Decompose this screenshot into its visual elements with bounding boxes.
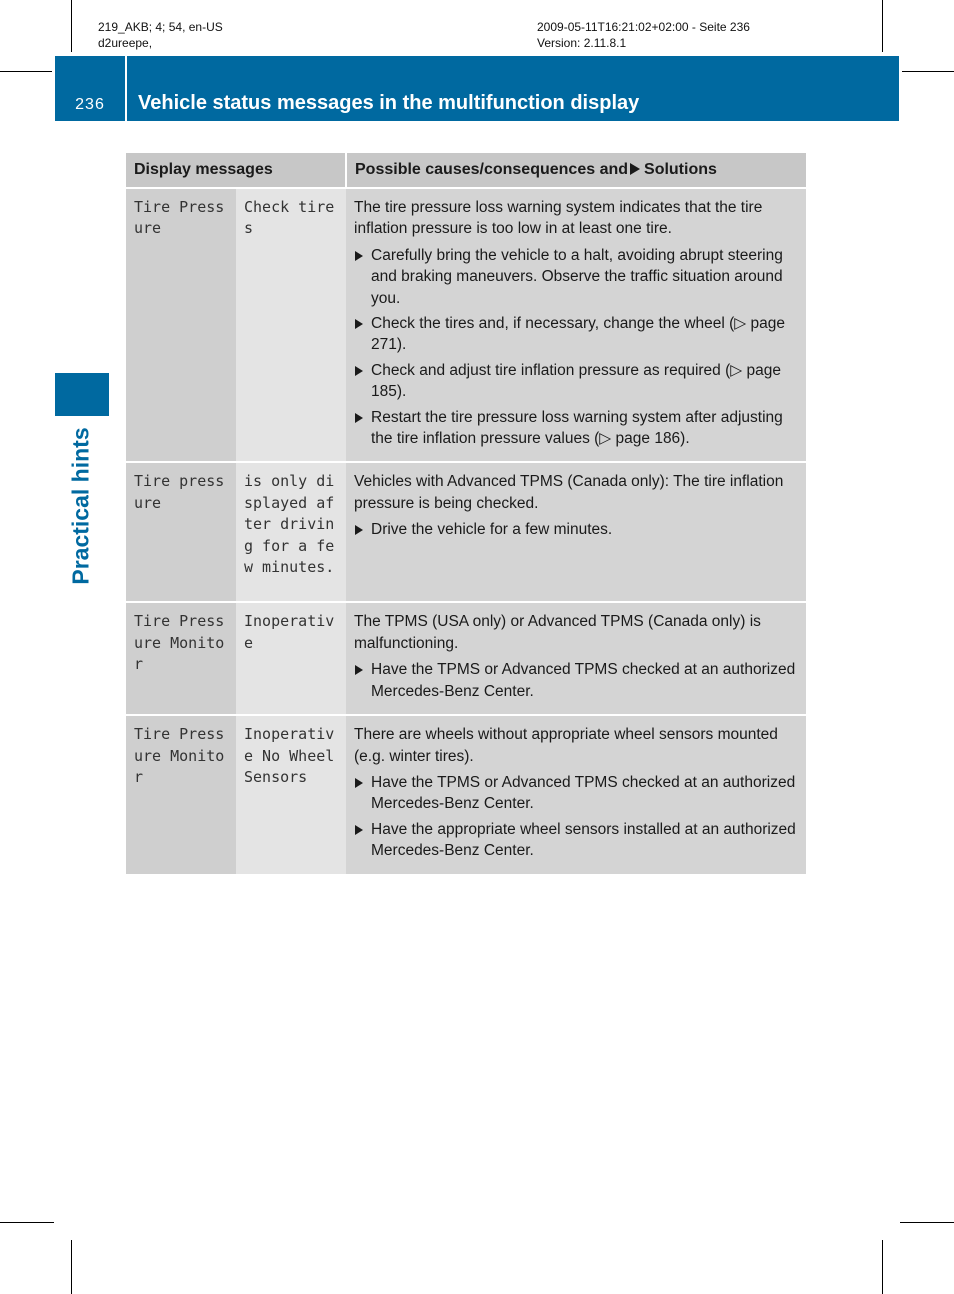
section-tab-label: Practical hints	[67, 427, 94, 585]
solution-item	[354, 772, 799, 815]
solution-arrow-icon	[355, 319, 363, 329]
crop-mark	[0, 71, 52, 72]
solution-item	[354, 519, 799, 540]
solution-item	[354, 819, 799, 862]
table-row	[126, 462, 806, 602]
causes-cell	[346, 462, 806, 602]
display-message-line2: Inoperative	[236, 602, 346, 715]
cause-description: Vehicles with Advanced TPMS (Canada only): The tire inflation pressure is being checked.	[354, 473, 784, 512]
solution-arrow-icon	[355, 778, 363, 788]
solution-text: Restart the tire pressure loss warning system after adjusting the tire inflation pressure values (▷ page 186).	[371, 408, 783, 448]
solution-text: Have the TPMS or Advanced TPMS checked at an authorized Mercedes-Benz Center.	[371, 773, 796, 813]
meta-right-line1: 2009-05-11T16:21:02+02:00 - Seite 236	[537, 20, 750, 34]
page-number: 236	[75, 96, 105, 113]
table-row	[126, 602, 806, 715]
causes-cell	[346, 715, 806, 873]
causes-cell	[346, 188, 806, 462]
solution-item	[354, 360, 799, 403]
cause-description: The TPMS (USA only) or Advanced TPMS (Canada only) is malfunctioning.	[354, 613, 761, 652]
header-causes-text: Possible causes/consequences and	[355, 161, 629, 178]
crop-mark	[882, 1240, 883, 1294]
crop-mark	[900, 1222, 954, 1223]
display-message-line2: Inoperative No Wheel Sensors	[236, 715, 346, 873]
cause-description: The tire pressure loss warning system indicates that the tire inflation pressure is too low in at least one tire.	[354, 199, 763, 238]
page-title: Vehicle status messages in the multifunction display	[138, 92, 640, 114]
solution-arrow-icon	[355, 366, 363, 376]
column-header-display-messages: Display messages	[126, 153, 346, 188]
solution-text: Drive the vehicle for a few minutes.	[371, 521, 613, 539]
status-messages-table	[126, 153, 806, 874]
print-meta-right	[537, 19, 750, 51]
solution-item	[354, 659, 799, 702]
display-message-line1: Tire Pressure Monitor	[126, 602, 236, 715]
solution-text: Check and adjust tire inflation pressure as required (▷ page 185).	[371, 361, 781, 401]
solution-arrow-icon	[355, 525, 363, 535]
crop-mark	[0, 1222, 54, 1223]
solution-text: Have the appropriate wheel sensors installed at an authorized Mercedes-Benz Center.	[371, 820, 796, 860]
solution-arrow-icon	[355, 665, 363, 675]
display-message-line1: Tire pressure	[126, 462, 236, 602]
solution-arrow-icon	[355, 413, 363, 423]
solution-arrow-icon	[630, 163, 640, 175]
solution-arrow-icon	[355, 251, 363, 261]
table-row	[126, 188, 806, 462]
crop-mark	[71, 0, 72, 52]
table-row	[126, 715, 806, 873]
meta-left-line2: d2ureepe,	[98, 36, 153, 50]
solution-item	[354, 245, 799, 309]
section-tab-block	[55, 373, 109, 416]
display-message-line1: Tire Pressure Monitor	[126, 715, 236, 873]
meta-left-line1: 219_AKB; 4; 54, en-US	[98, 20, 223, 34]
crop-mark	[71, 1240, 72, 1294]
solution-arrow-icon	[355, 825, 363, 835]
column-header-causes	[346, 153, 806, 188]
display-message-line1: Tire Pressure	[126, 188, 236, 462]
display-message-line2: is only displayed after driving for a few minutes.	[236, 462, 346, 602]
display-message-line2: Check tires	[236, 188, 346, 462]
print-meta-left	[98, 19, 223, 51]
crop-mark	[882, 0, 883, 52]
solution-text: Carefully bring the vehicle to a halt, avoiding abrupt steering and braking maneuvers. Observe the traffic situation around you.	[371, 246, 783, 307]
solution-text: Have the TPMS or Advanced TPMS checked at an authorized Mercedes-Benz Center.	[371, 661, 796, 700]
cause-description: There are wheels without appropriate wheel sensors mounted (e.g. winter tires).	[354, 726, 778, 765]
meta-right-line2: Version: 2.11.8.1	[537, 36, 627, 50]
table-header-row	[126, 153, 806, 188]
header-solutions-text: Solutions	[644, 161, 717, 178]
header-divider	[125, 56, 127, 121]
solution-item	[354, 407, 799, 450]
crop-mark	[902, 71, 954, 72]
causes-cell	[346, 602, 806, 715]
solution-text: Check the tires and, if necessary, change the wheel (▷ page 271).	[371, 315, 786, 354]
solution-item	[354, 313, 799, 356]
